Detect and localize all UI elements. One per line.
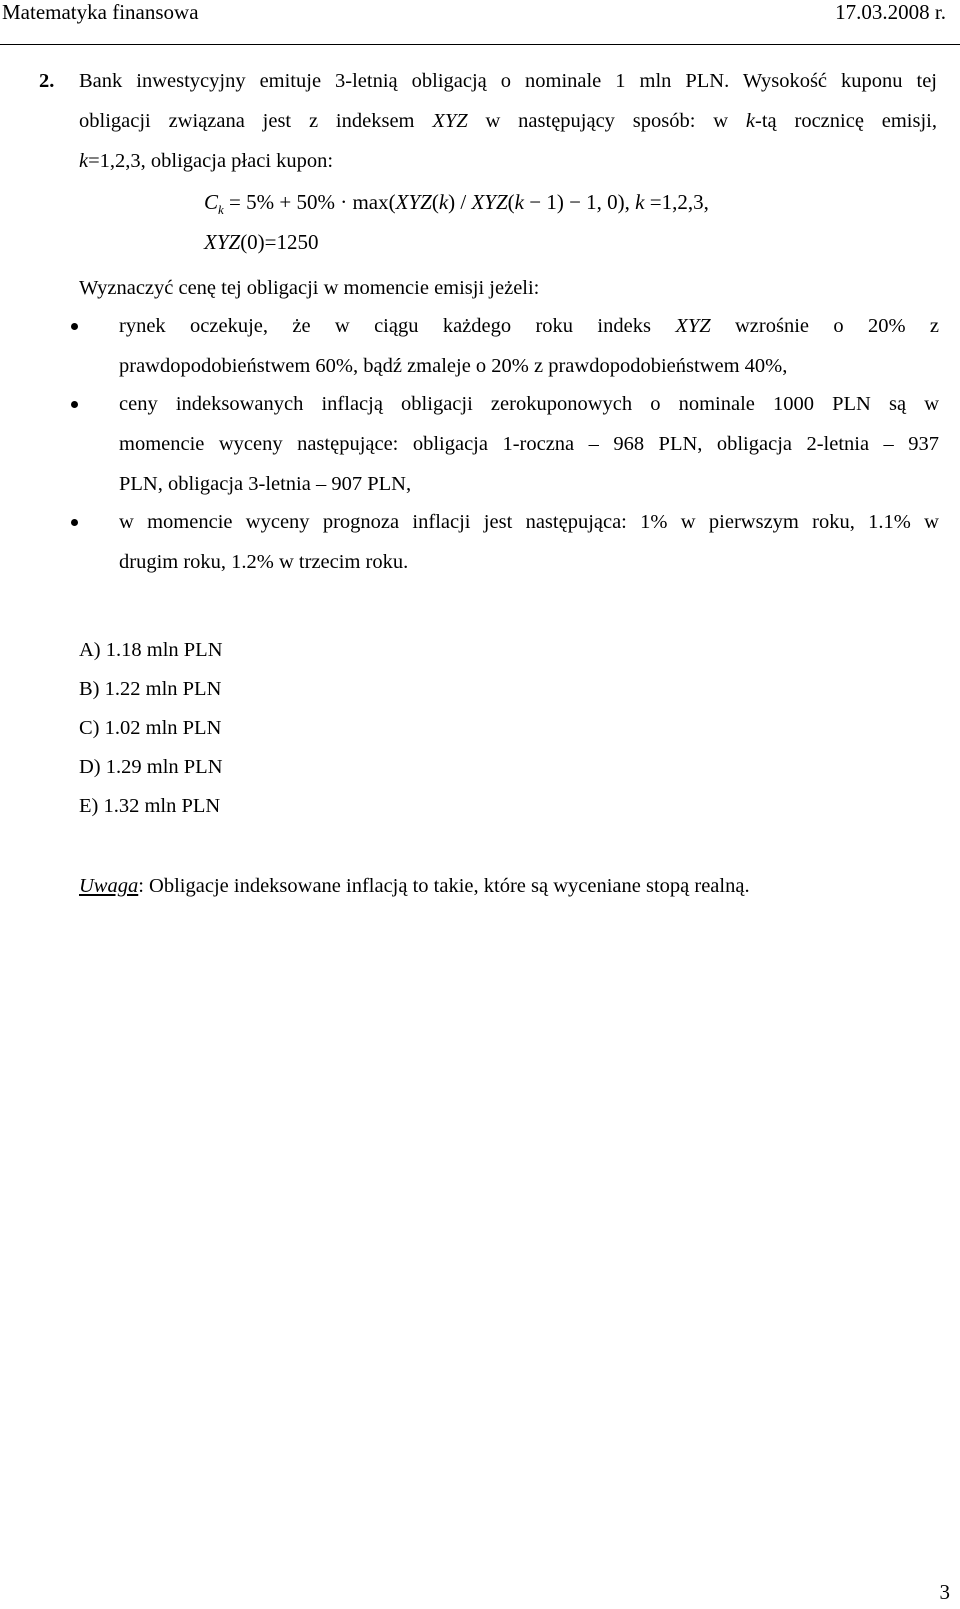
bullet-line: momencie wyceny następujące: obligacja 1-roczna – 968 PLN, obligacja 2-letnia – 937 xyxy=(119,433,939,455)
formula-c: C xyxy=(204,190,219,214)
formula-part: =1,2,3, xyxy=(644,190,709,214)
formula-xyz: XYZ xyxy=(471,190,508,214)
answer-option-a: A) 1.18 mln PLN xyxy=(79,639,223,661)
problem-number: 2. xyxy=(39,70,55,92)
intro-line-1 xyxy=(39,61,937,101)
index-xyz: XYZ xyxy=(675,315,711,337)
bullet-line: w momencie wyceny prognoza inflacji jest następująca: 1% w pierwszym roku, 1.1% w xyxy=(119,511,939,533)
formula-part: − 1) − 1, 0), xyxy=(523,190,636,214)
note-text: : Obligacje indeksowane inflacją to takie, które są wyceniane stopą realną. xyxy=(138,875,750,897)
formula-k: k xyxy=(438,190,449,214)
bullet-line: PLN, obligacja 3-letnia – 907 PLN, xyxy=(119,473,412,495)
formula-part: ( xyxy=(507,190,515,214)
bullet-dot xyxy=(71,519,78,526)
bullet-item xyxy=(79,306,939,386)
answer-option-b: B) 1.22 mln PLN xyxy=(79,678,222,700)
note-lead: Uwaga xyxy=(79,875,139,897)
bullet-dot xyxy=(71,323,78,330)
var-k: k xyxy=(745,110,756,132)
var-k: k xyxy=(79,150,89,172)
formula-part: ( xyxy=(431,190,439,214)
formula-part: (0)=1250 xyxy=(240,230,319,254)
intro-line-2a: obligacji związana jest z indeksem xyxy=(79,110,433,132)
bullet-item xyxy=(79,502,939,582)
formula-k: k xyxy=(635,190,645,214)
intro-line-3-text: =1,2,3, obligacja płaci kupon: xyxy=(88,150,334,172)
intro-line-2b: w następujący sposób: w xyxy=(467,110,746,132)
intro-line-2c: -tą rocznicę emisji, xyxy=(755,110,937,132)
bullet-dot xyxy=(71,401,78,408)
answer-option-d: D) 1.29 mln PLN xyxy=(79,756,223,778)
bullet-text: rynek oczekuje, że w ciągu każdego roku indeks xyxy=(119,315,676,337)
intro-line-1-text: Bank inwestycyjny emituje 3-letnią obligacją o nominale 1 mln PLN. Wysokość kuponu tej xyxy=(79,70,937,92)
bullet-line: prawdopodobieństwem 60%, bądź zmaleje o 20% z prawdopodobieństwem 40%, xyxy=(119,355,788,377)
initial-index-formula xyxy=(204,222,319,262)
formula-xyz: XYZ xyxy=(204,230,241,254)
question-text: Wyznaczyć cenę tej obligacji w momencie emisji jeżeli: xyxy=(79,277,540,299)
header-date: 17.03.2008 r. xyxy=(835,0,946,24)
answer-option-e: E) 1.32 mln PLN xyxy=(79,795,221,817)
formula-part: = 5% + 50% · max( xyxy=(223,190,396,214)
note xyxy=(79,866,750,906)
page-header xyxy=(0,0,960,46)
formula-xyz: XYZ xyxy=(395,190,432,214)
formula-part: ) / xyxy=(448,190,472,214)
bullet-item xyxy=(79,384,939,504)
intro-line-2 xyxy=(79,101,937,141)
header-rule xyxy=(0,44,960,45)
intro-line-3 xyxy=(79,141,333,181)
bullet-text: wzrośnie o 20% z xyxy=(710,315,940,337)
index-xyz: XYZ xyxy=(432,110,468,132)
header-title: Matematyka finansowa xyxy=(2,0,199,24)
answer-option-c: C) 1.02 mln PLN xyxy=(79,717,222,739)
formula-sub-k: k xyxy=(218,202,224,218)
page-number: 3 xyxy=(939,1580,950,1604)
formula-k: k xyxy=(514,190,524,214)
bullet-line: drugim roku, 1.2% w trzecim roku. xyxy=(119,551,409,573)
bullet-line xyxy=(119,306,939,346)
bullet-line: ceny indeksowanych inflacją obligacji zerokuponowych o nominale 1000 PLN są w xyxy=(119,393,939,415)
